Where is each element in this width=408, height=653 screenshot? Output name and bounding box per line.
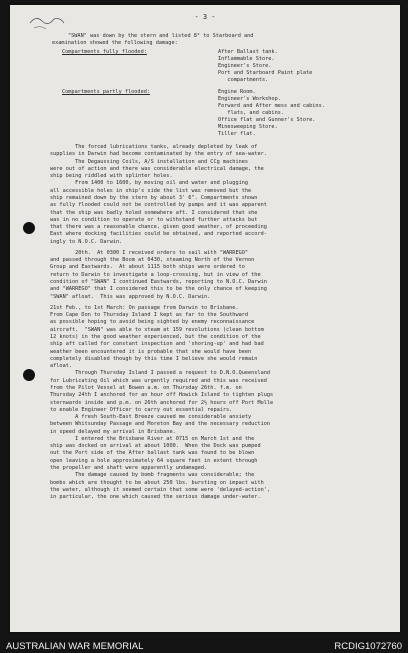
document-page (10, 5, 400, 632)
body-line: for Lubricating Oil which was urgently required and this was received (50, 377, 267, 384)
body-line: ship aft called for constant inspection and 'shoring-up' and had bad (50, 341, 264, 348)
footer-record-id: RCDIG1072760 (334, 641, 402, 652)
intro-line: examination showed the following damage: (52, 40, 178, 46)
body-line: Group and Eastwards. At about 1115 both ships were ordered to (50, 264, 245, 271)
body-line: supplies in Darwin had become contaminated by the entry of sea-water. (50, 151, 267, 158)
intro-line: "SWAN" was down by the stern and listed 8° to Starboard and (68, 33, 254, 39)
body-line: open leaving a hole approximately 64 square feet in extent through (50, 457, 258, 464)
fully-flooded-item: Inflammable Store. (218, 56, 275, 62)
body-line: were out of action and there was considerable electrical damage, the (50, 165, 264, 172)
body-line: The damage caused by bomb fragments was considerable; the (50, 472, 255, 479)
body-line: return to Darwin to investigate a loop-crossing, but in view of the (50, 271, 261, 278)
body-line: From Cape Don to Thursday Island I kept as far to the Southward (50, 312, 249, 319)
partly-flooded-item: Minesweeping Store. (218, 124, 278, 130)
fully-flooded-label: Compartments fully flooded: (62, 49, 147, 55)
body-line: sternwards inside and p.m. on 26th anchored for 2½ hours off Port Molle (50, 399, 274, 406)
body-line: between Whitsunday Passage and Moreton Bay and the necessary reduction (50, 421, 271, 428)
body-line: and passed through the Boom at 0430, steaming North of the Vernon (50, 257, 255, 264)
body-line: bombs which are thought to be about 250 lbs. bursting on impact with (50, 479, 264, 486)
body-line: 20th. At 0300 I received orders to sail with "WARREGO" (50, 249, 249, 256)
body-line: out the Port side of the After ballast tank was found to be blown (50, 450, 255, 457)
footer-archive-name: AUSTRALIAN WAR MEMORIAL (6, 641, 144, 652)
body-line: in particular, the one which caused the serious damage under-water. (50, 494, 261, 501)
partly-flooded-label: Compartments partly flooded: (62, 89, 151, 95)
body-line: 21st Feb., to 1st March: On passage from Darwin to Brisbane. (50, 304, 239, 311)
body-line: aircraft. "SWAN" was able to steam at 159 revolutions (clean bottom (50, 326, 264, 333)
body-line: condition of "SWAN" I continued Eastwards, reporting to N.O.C. Darwin (50, 279, 267, 286)
body-line: to enable Engineer Officer to carry out essential repairs. (50, 406, 233, 413)
footer-bar (0, 638, 408, 653)
body-line: East where docking facilities could be obtained, and reported accord- (50, 231, 267, 238)
body-line: the water, although it seemed certain that some were 'delayed-action', (50, 486, 271, 493)
partly-flooded-item: Forward and After mess and cabins. (218, 103, 325, 109)
body-line: "SWAN" afloat. This was approved by N.O.C. Darwin. (50, 293, 211, 300)
partly-flooded-item: flats, and cabins. (218, 110, 285, 116)
body-line: from the Pilot Vessel at Bowen a.m. on Thursday 26th. f.m. on (50, 384, 242, 391)
body-line: and "WARREGO" that I considered this to be the only chance of keeping (50, 286, 267, 293)
fully-flooded-item: compartments. (218, 77, 269, 83)
body-line: Through Thursday Island I passed a request to D.N.O.Queensland (50, 370, 271, 377)
fully-flooded-item: Engineer's Store. (218, 63, 272, 69)
partly-flooded-item: Engineer's Workshop. (218, 96, 281, 102)
body-line: ship was docked on arrival at about 1000. When the Dock was pumped (50, 443, 261, 450)
body-line: all accessible holes in ship's side the list was removed but the (50, 187, 252, 194)
fully-flooded-item: After Ballast tank. (218, 49, 278, 55)
body-line: From 1400 to 1600, by moving oil and water and plugging (50, 180, 249, 187)
body-line: Thursday 24th I anchored for an hour off Howick Island to tighten plugs (50, 392, 274, 399)
body-line: The forced lubrications tanks, already depleted by leak of (50, 144, 258, 150)
body-line: was in no condition to operate or to withstand further attacks but (50, 216, 258, 223)
fully-flooded-item: Port and Starboard Paint plate (218, 70, 313, 76)
body-line: ship being riddled with splinter holes. (50, 173, 173, 180)
body-line: I entered the Brisbane River at 0715 on March 1st and the (50, 435, 255, 442)
body-line: 12 knots) in the good weather experienced, but the condition of the (50, 334, 261, 340)
body-line: the propeller and shaft were apparently undamaged. (50, 465, 208, 472)
body-line: as possible hoping to avoid being sighted by enemy reconnaissance (50, 319, 255, 326)
body-line: as fully flooded could not be controlled by pumps and it was apparent (50, 202, 267, 209)
body-line: in speed delayed my arrival in Brisbane. (50, 428, 176, 435)
body-line: afloat. (50, 363, 73, 370)
body-line: ingly to N.O.C. Darwin. (50, 238, 123, 245)
body-line: completely disabled though by this time I believe she would remain (50, 355, 258, 362)
body-line: A fresh South-East Breeze caused me considerable anxiety (50, 414, 252, 421)
punch-hole-bottom (23, 369, 35, 381)
page-number: - 3 - (194, 13, 216, 21)
body-line: The Degaussing Coils, A/S installation and CCg machines (50, 158, 249, 165)
body-line: that there was a reasonable chance, given good weather, of proceeding (50, 224, 267, 231)
body-line: weather been encountered it is probable that she would have been (50, 348, 252, 355)
punch-hole-top (23, 222, 35, 234)
partly-flooded-item: Tiller flat. (218, 131, 256, 137)
partly-flooded-item: Office flat and Gunner's Store. (218, 117, 316, 123)
body-line: ship remained down by the stern by about 3' 6". Compartments shown (50, 194, 258, 201)
body-line: that the ship was badly holed somewhere aft. I considered that she (50, 209, 258, 216)
partly-flooded-item: Engine Room. (218, 89, 256, 95)
